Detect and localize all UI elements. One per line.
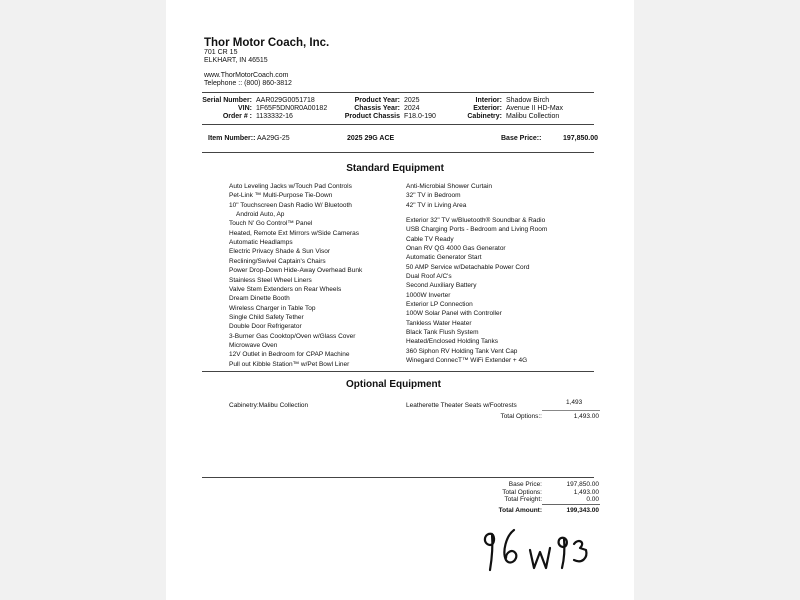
standard-equipment-right-item: Automatic Generator Start xyxy=(406,254,482,262)
product-chassis-value: F18.0-190 xyxy=(404,113,436,120)
standard-equipment-right-item: Black Tank Flush System xyxy=(406,329,479,337)
handwritten-note xyxy=(478,524,598,574)
order-label: Order # : xyxy=(222,113,252,120)
summary-options-value: 1,493.00 xyxy=(573,489,599,496)
base-price-value: 197,850.00 xyxy=(562,135,598,142)
summary-base-label: Base Price: xyxy=(508,481,542,488)
interior-value: Shadow Birch xyxy=(506,97,550,104)
standard-equipment-right-item: Cable TV Ready xyxy=(406,235,454,243)
company-website: www.ThorMotorCoach.com xyxy=(204,72,289,79)
standard-equipment-right-item: Onan RV QG 4000 Gas Generator xyxy=(406,244,506,252)
company-name: Thor Motor Coach, Inc. xyxy=(204,37,330,49)
standard-equipment-right-item: Exterior LP Connection xyxy=(406,301,473,309)
divider xyxy=(202,152,594,153)
optional-item-cabinetry: Cabinetry:Malibu Collection xyxy=(229,402,309,409)
standard-equipment-left-item: Microwave Oven xyxy=(229,341,278,349)
standard-equipment-title: Standard Equipment xyxy=(346,163,444,174)
cabinetry-value: Malibu Collection xyxy=(506,113,560,120)
divider xyxy=(202,124,594,125)
standard-equipment-left-item: 10" Touchscreen Dash Radio W/ Bluetooth xyxy=(229,201,352,209)
standard-equipment-left-item: Android Auto, Ap xyxy=(236,211,285,219)
standard-equipment-left-item: Auto Leveling Jacks w/Touch Pad Controls xyxy=(229,183,352,190)
divider xyxy=(202,477,594,478)
divider xyxy=(542,410,600,411)
cabinetry-label: Cabinetry: xyxy=(467,113,502,120)
summary-total-value: 199,343.00 xyxy=(566,507,599,514)
serial-value: AAR029G0051718 xyxy=(256,97,315,104)
total-options-value: 1,493.00 xyxy=(573,413,599,420)
standard-equipment-right-item: Exterior 32" TV w/Bluetooth® Soundbar & Radio xyxy=(406,216,546,224)
summary-freight-value: 0.00 xyxy=(586,496,599,503)
standard-equipment-left-item: Pull out Kibble Station™ w/Pet Bowl Liner xyxy=(229,360,350,368)
chassis-year-value: 2024 xyxy=(404,105,420,112)
exterior-label: Exterior: xyxy=(473,105,502,112)
standard-equipment-left-item: Stainless Steel Wheel Liners xyxy=(229,276,312,284)
standard-equipment-right-item: Dual Roof A/C's xyxy=(406,273,452,280)
summary-freight-label: Total Freight: xyxy=(504,496,542,503)
optional-item-theater-seats: Leatherette Theater Seats w/Footrests xyxy=(406,402,517,409)
summary-options-label: Total Options: xyxy=(502,489,542,496)
standard-equipment-right-item: Heated/Enclosed Holding Tanks xyxy=(406,338,499,346)
invoice-page xyxy=(166,0,634,600)
standard-equipment-right-item: Anti-Microbial Shower Curtain xyxy=(406,183,492,190)
model-name: 2025 29G ACE xyxy=(347,135,395,142)
standard-equipment-left-item: Dream Dinette Booth xyxy=(229,295,290,303)
company-address-line2: ELKHART, IN 46515 xyxy=(204,57,268,64)
item-number-value: AA29G-25 xyxy=(257,135,290,142)
standard-equipment-left-item: Automatic Headlamps xyxy=(229,239,293,247)
chassis-year-label: Chassis Year: xyxy=(354,105,400,112)
standard-equipment-left-item: Electric Privacy Shade & Sun Visor xyxy=(229,248,331,256)
standard-equipment-left-item: Reclining/Swivel Captain's Chairs xyxy=(229,257,326,265)
item-number-label: Item Number:: xyxy=(208,135,256,142)
standard-equipment-right-item: 100W Solar Panel with Controller xyxy=(406,310,502,318)
total-options-label: Total Options:: xyxy=(500,413,542,420)
standard-equipment-left-item: Wireless Charger in Table Top xyxy=(229,304,316,312)
standard-equipment-right-item: Second Auxiliary Battery xyxy=(406,282,477,290)
product-year-label: Product Year: xyxy=(354,97,400,104)
standard-equipment-right-item: 360 Siphon RV Holding Tank Vent Cap xyxy=(406,347,518,355)
vin-value: 1F65F5DN0R0A00182 xyxy=(256,105,328,112)
vin-label: VIN: xyxy=(238,105,252,112)
standard-equipment-left-item: Single Child Safety Tether xyxy=(229,313,304,321)
serial-label: Serial Number: xyxy=(202,97,252,104)
standard-equipment-left-item: Valve Stem Extenders on Rear Wheels xyxy=(229,285,342,293)
company-telephone: Telephone :: (800) 860-3812 xyxy=(204,80,292,87)
optional-equipment-title: Optional Equipment xyxy=(346,379,441,390)
standard-equipment-left-item: Touch N' Go Control™ Panel xyxy=(229,220,313,228)
standard-equipment-right-item: 50 AMP Service w/Detachable Power Cord xyxy=(406,263,530,271)
standard-equipment-left-item: 12V Outlet in Bedroom for CPAP Machine xyxy=(229,351,350,359)
standard-equipment-left-item: Double Door Refrigerator xyxy=(229,323,302,331)
divider xyxy=(202,92,594,93)
standard-equipment-right-item: Winegard ConnecT™ WiFi Extender + 4G xyxy=(406,357,528,365)
standard-equipment-left-item: 3-Burner Gas Cooktop/Oven w/Glass Cover xyxy=(229,332,356,340)
order-value: 1133332-16 xyxy=(256,113,293,120)
standard-equipment-right-item: 32" TV in Bedroom xyxy=(406,192,461,200)
exterior-value: Avenue II HD-Max xyxy=(506,105,564,112)
divider xyxy=(542,504,600,505)
standard-equipment-right-item: 1000W Inverter xyxy=(406,291,451,299)
summary-base-value: 197,850.00 xyxy=(566,481,599,488)
optional-item-price: 1,493 xyxy=(566,399,583,406)
standard-equipment-left-item: Power Drop-Down Hide-Away Overhead Bunk xyxy=(229,267,363,275)
base-price-label: Base Price:: xyxy=(501,135,542,142)
company-address-line1: 701 CR 15 xyxy=(204,49,238,56)
standard-equipment-left-item: Heated, Remote Ext Mirrors w/Side Cameras xyxy=(229,229,360,237)
divider xyxy=(202,371,594,372)
standard-equipment-right-item: USB Charging Ports - Bedroom and Living Room xyxy=(406,226,548,234)
standard-equipment-left-item: Pet-Link ™ Multi-Purpose Tie-Down xyxy=(229,192,333,200)
product-chassis-label: Product Chassis xyxy=(344,113,400,120)
standard-equipment-right-item: 42" TV in Living Area xyxy=(406,201,467,209)
summary-total-label: Total Amount: xyxy=(498,507,542,514)
interior-label: Interior: xyxy=(475,97,502,104)
standard-equipment-right-item: Tankless Water Heater xyxy=(406,319,472,327)
product-year-value: 2025 xyxy=(404,97,420,104)
